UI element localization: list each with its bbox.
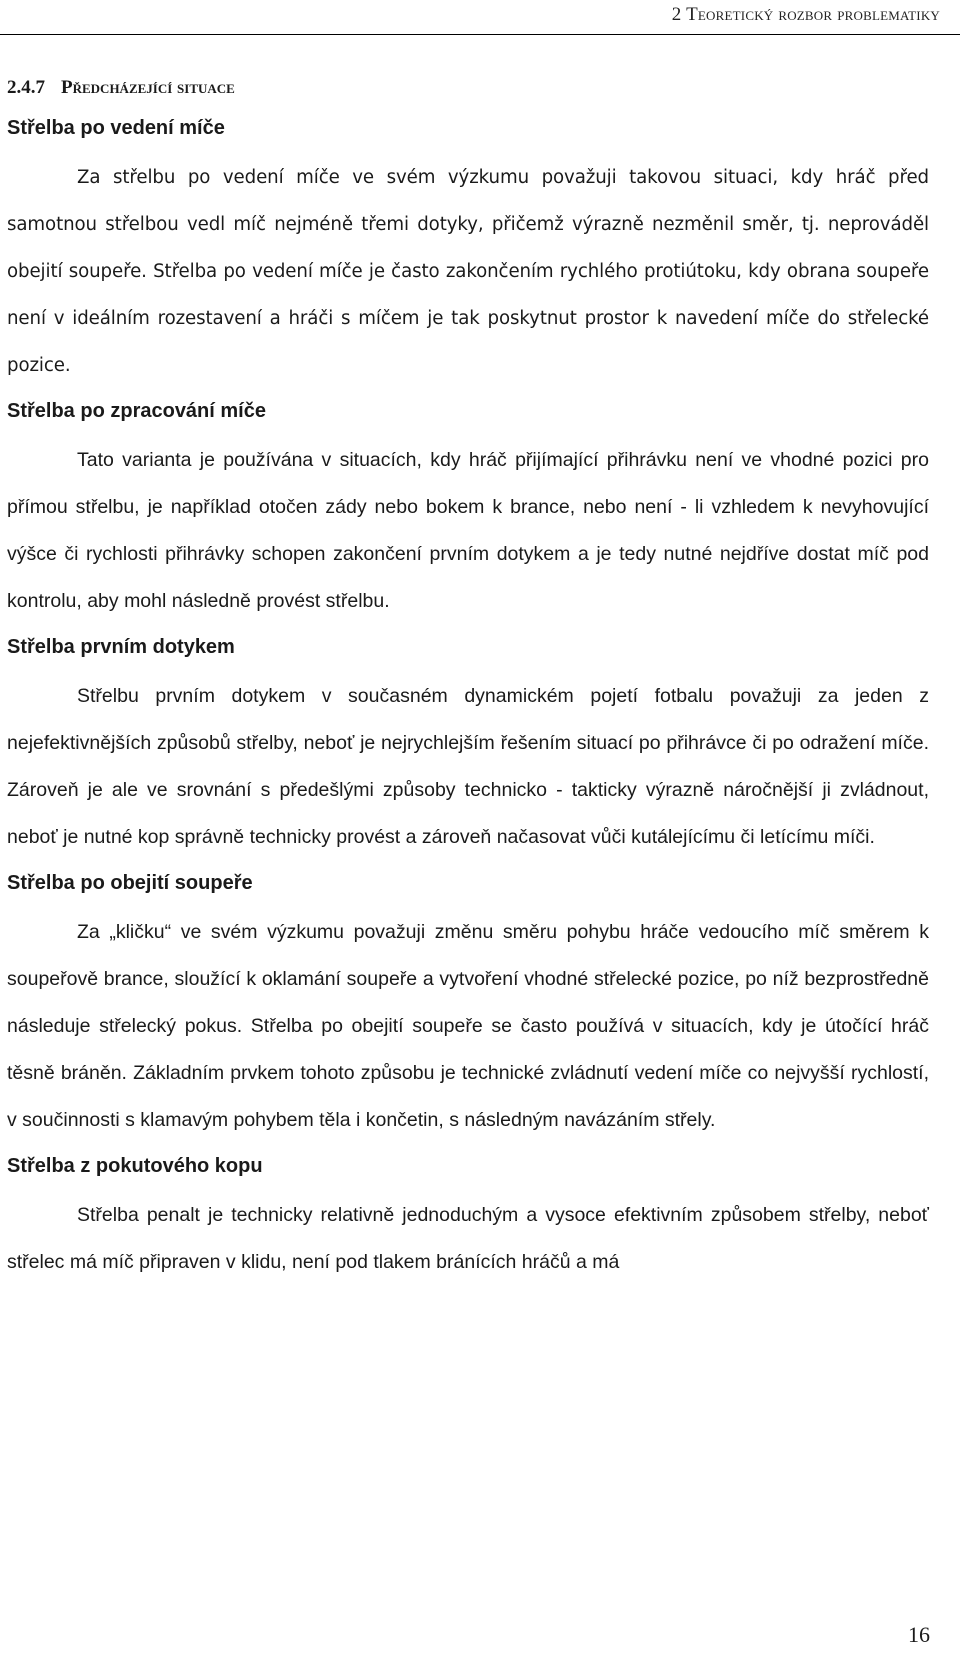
paragraph-pokutovy-kop: Střelba penalt je technicky relativně jednoduchým a vysoce efektivním způsobem střelby, neboť střelec má míč připraven v klidu, není pod tlakem bránících hráčů a má	[7, 1204, 929, 1273]
subheading-zpracovani: Střelba po zpracování míče	[7, 400, 266, 422]
page-header	[0, 0, 960, 35]
subheading-obejiti: Střelba po obejití soupeře	[7, 872, 253, 894]
section-number: 2.4.7	[7, 77, 45, 98]
section-heading	[7, 70, 929, 106]
paragraph-zpracovani: Tato varianta je používána v situacích, kdy hráč přijímající přihrávku není ve vhodné pozici pro přímou střelbu, je například otočen zády nebo bokem k brance, nebo není - li vzhledem k nevyhovující výšce či rychlosti přihrávky schopen zakončení prvním dotykem a je tedy nutné nejdříve dostat míč pod kontrolu, aby mohl následně provést střelbu.	[7, 449, 929, 612]
page-number: 16	[908, 1622, 930, 1647]
page-content	[7, 70, 929, 1286]
subheading-pokutovy-kop: Střelba z pokutového kopu	[7, 1155, 263, 1177]
subheading-prvni-dotyk: Střelba prvním dotykem	[7, 636, 235, 658]
section-title: Předcházející situace	[61, 77, 235, 98]
subheading-vedeni: Střelba po vedení míče	[7, 117, 225, 139]
paragraph-vedeni: Za střelbu po vedení míče ve svém výzkumu považuji takovou situaci, kdy hráč před samotnou střelbou vedl míč nejméně třemi dotyky, přičemž výrazně nezměnil směr, tj. neprováděl obejití soupeře. Střelba po vedení míče je často zakončením rychlého protiútoku, kdy obrana soupeře není v ideálním rozestavení a hráči s míčem je tak poskytnut prostor k navedení míče do střelecké pozice.	[7, 167, 929, 376]
running-title: 2 Teoretický rozbor problematiky	[671, 4, 940, 25]
paragraph-obejiti: Za „kličku“ ve svém výzkumu považuji změnu směru pohybu hráče vedoucího míč směrem k soupeřově brance, sloužící k oklamání soupeře a vytvoření vhodné střelecké pozice, po níž bezprostředně následuje střelecký pokus. Střelba po obejití soupeře se často používá v situacích, kdy je útočící hráč těsně bráněn. Základním prvkem tohoto způsobu je technické zvládnutí vedení míče co nejvyšší rychlostí, v součinnosti s klamavým pohybem těla i končetin, s následným navázáním střely.	[7, 921, 929, 1131]
paragraph-prvni-dotyk: Střelbu prvním dotykem v současném dynamickém pojetí fotbalu považuji za jeden z nejefektivnějších způsobů střelby, neboť je nejrychlejším řešením situací po přihrávce či po odražení míče. Zároveň je ale ve srovnání s předešlými způsoby technicko - takticky výrazně náročnější ji zvládnout, neboť je nutné kop správně technicky provést a zároveň načasovat vůči kutálejícímu či letícímu míči.	[7, 685, 929, 848]
